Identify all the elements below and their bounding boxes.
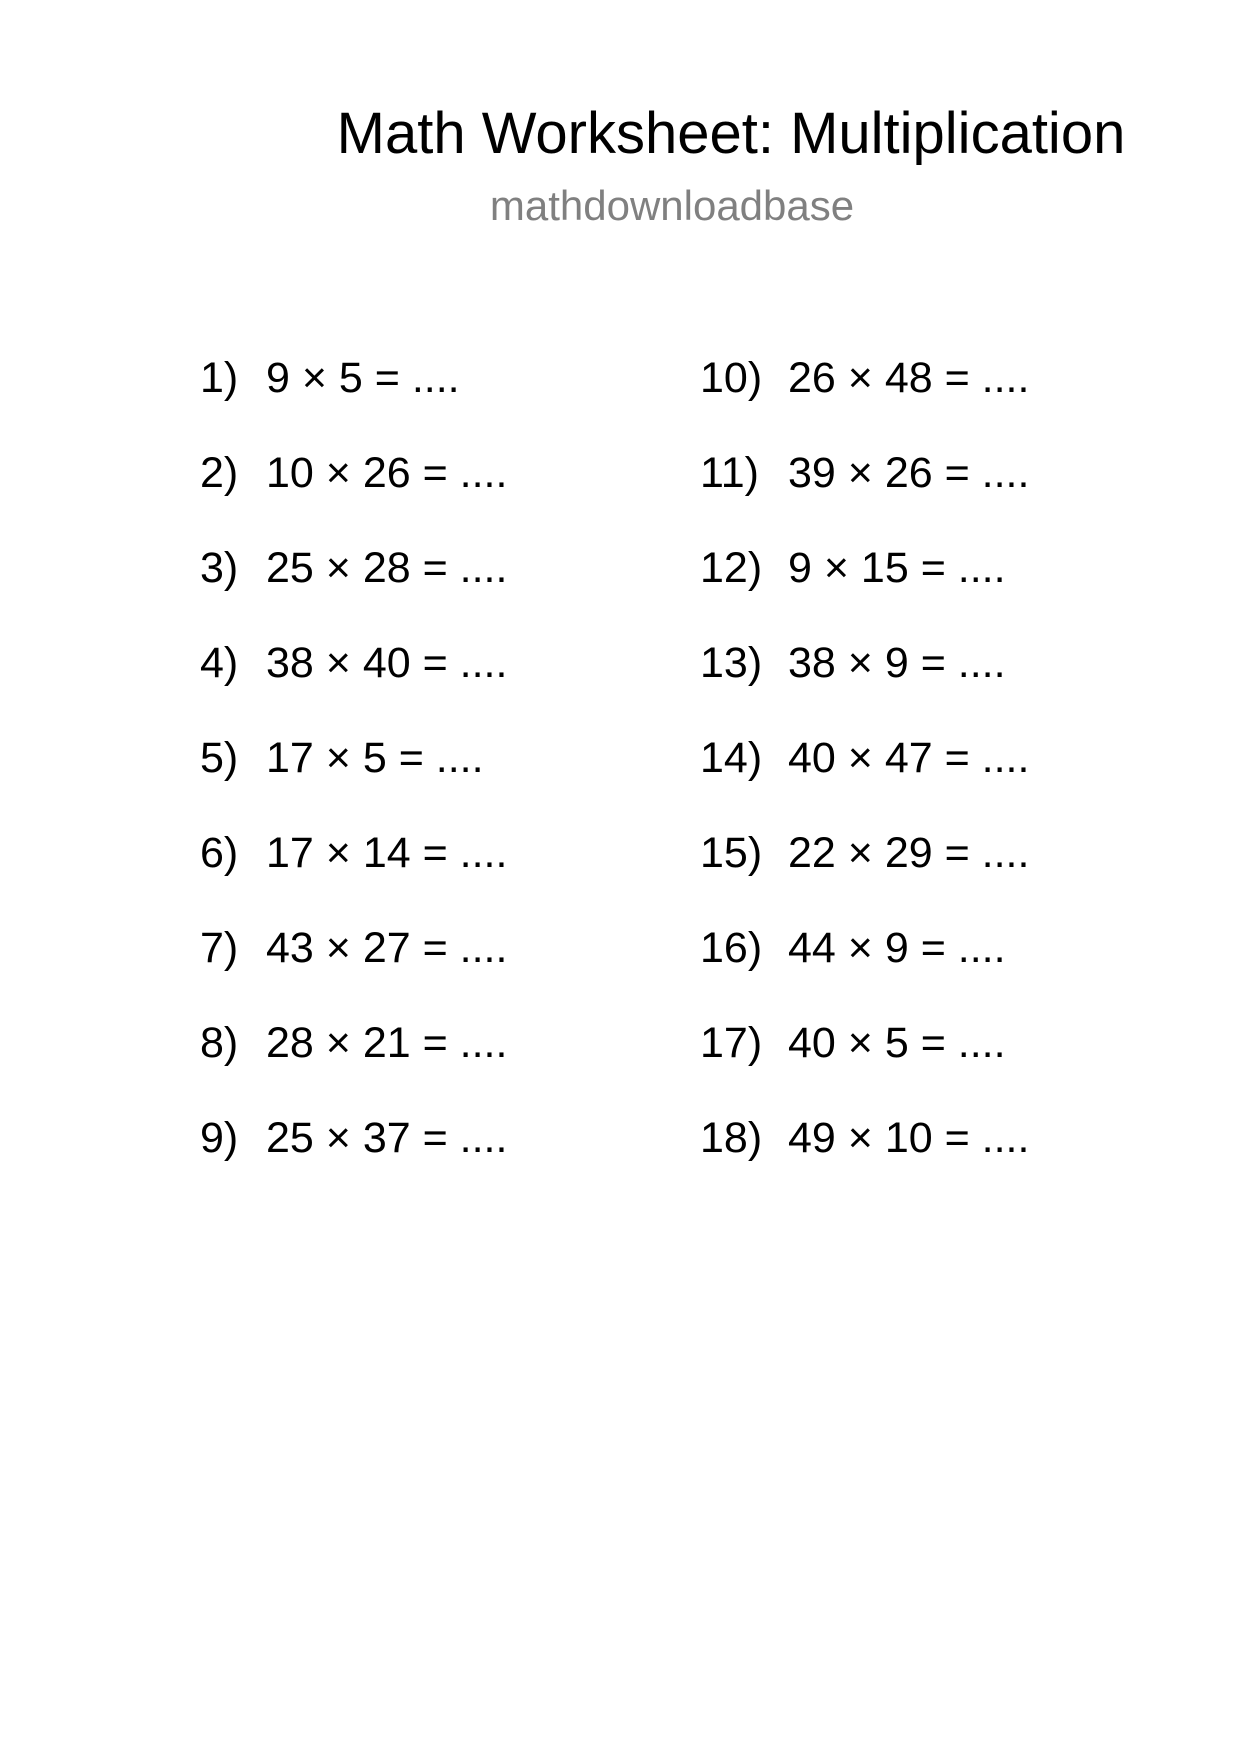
problem-item — [200, 1013, 680, 1108]
problem-expression: 39 × 26 = .... — [788, 449, 1030, 497]
problem-expression: 28 × 21 = .... — [266, 1019, 508, 1067]
problem-item — [200, 823, 680, 918]
problem-column-left — [200, 348, 680, 1203]
problem-item — [700, 443, 1200, 538]
problem-item — [200, 1108, 680, 1203]
problem-expression: 49 × 10 = .... — [788, 1114, 1030, 1162]
problem-item — [700, 348, 1200, 443]
problem-item — [700, 918, 1200, 1013]
problem-number: 2) — [200, 449, 239, 497]
problem-number: 4) — [200, 639, 239, 687]
problem-expression: 25 × 28 = .... — [266, 544, 508, 592]
problem-number: 14) — [700, 734, 763, 782]
problem-number: 8) — [200, 1019, 239, 1067]
problem-item — [700, 728, 1200, 823]
problem-expression: 43 × 27 = .... — [266, 924, 508, 972]
problem-expression: 22 × 29 = .... — [788, 829, 1030, 877]
problem-expression: 38 × 40 = .... — [266, 639, 508, 687]
problem-number: 18) — [700, 1114, 763, 1162]
problem-expression: 40 × 5 = .... — [788, 1019, 1006, 1067]
problem-number: 9) — [200, 1114, 239, 1162]
problem-number: 13) — [700, 639, 763, 687]
problem-item — [700, 1108, 1200, 1203]
problem-number: 1) — [200, 354, 239, 402]
problem-item — [200, 443, 680, 538]
problem-expression: 25 × 37 = .... — [266, 1114, 508, 1162]
problem-expression: 9 × 5 = .... — [266, 354, 460, 402]
problem-expression: 26 × 48 = .... — [788, 354, 1030, 402]
problem-number: 12) — [700, 544, 763, 592]
problem-number: 6) — [200, 829, 239, 877]
problem-item — [200, 348, 680, 443]
problem-expression: 10 × 26 = .... — [266, 449, 508, 497]
problem-number: 16) — [700, 924, 763, 972]
page-subtitle: mathdownloadbase — [489, 182, 855, 229]
problem-item — [200, 728, 680, 823]
problem-expression: 38 × 9 = .... — [788, 639, 1006, 687]
problem-number: 3) — [200, 544, 239, 592]
problem-item — [200, 918, 680, 1013]
problem-expression: 17 × 14 = .... — [266, 829, 508, 877]
problem-item — [700, 538, 1200, 633]
problem-expression: 9 × 15 = .... — [788, 544, 1006, 592]
problem-expression: 17 × 5 = .... — [266, 734, 484, 782]
problem-item — [700, 633, 1200, 728]
problem-number: 15) — [700, 829, 763, 877]
problem-number: 5) — [200, 734, 239, 782]
problem-item — [700, 823, 1200, 918]
problem-column-right — [700, 348, 1200, 1203]
problem-expression: 40 × 47 = .... — [788, 734, 1030, 782]
page-title: Math Worksheet: Multiplication — [336, 101, 1126, 166]
problem-item — [200, 633, 680, 728]
problem-item — [700, 1013, 1200, 1108]
problem-number: 17) — [700, 1019, 763, 1067]
problem-number: 11) — [700, 449, 759, 497]
problem-expression: 44 × 9 = .... — [788, 924, 1006, 972]
problem-item — [200, 538, 680, 633]
problem-number: 7) — [200, 924, 239, 972]
problem-number: 10) — [700, 354, 763, 402]
